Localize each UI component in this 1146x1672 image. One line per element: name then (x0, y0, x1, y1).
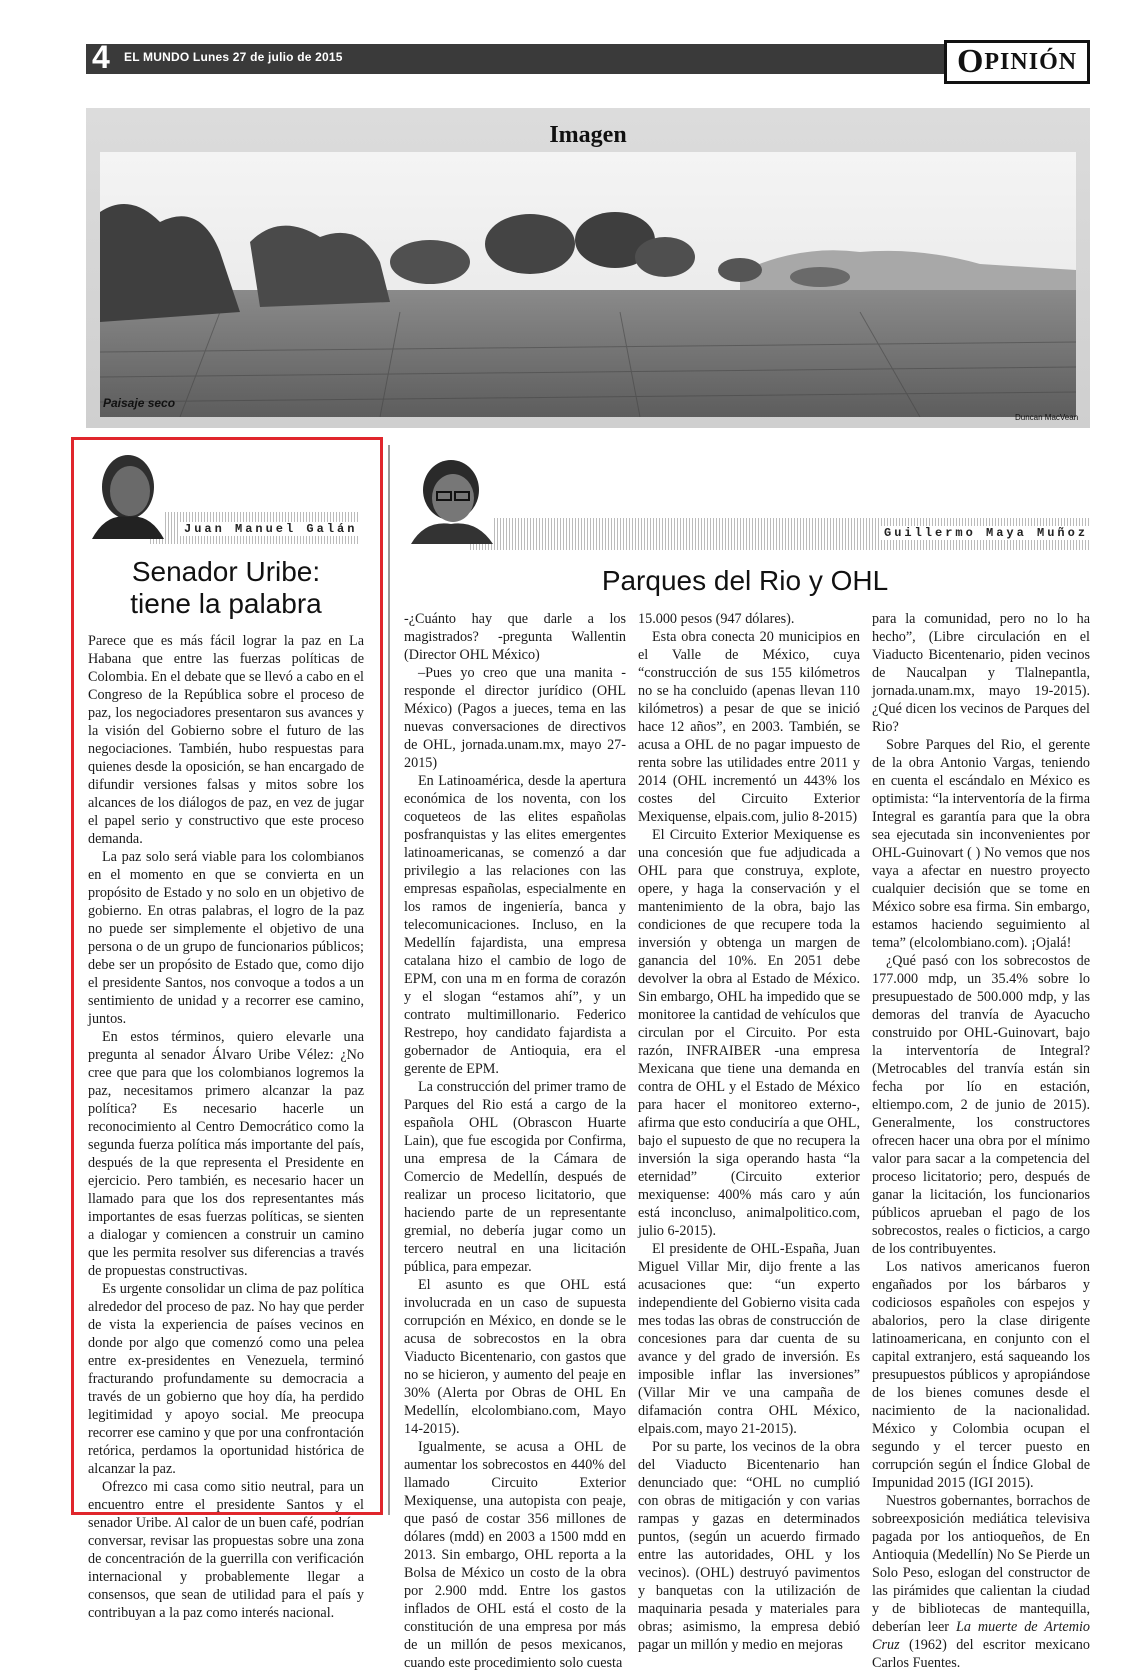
photo-caption: Paisaje seco (103, 396, 176, 410)
paragraph: La paz solo será viable para los colombianos en el momento en que se convierta en un propósito de Estado y no solo en un objetivo de gobierno. En otras palabras, el logro de la paz no puede ser simplemente el objetivo de una persona o de un grupo de funcionarios públicos; debe ser un propósito de Estado que, como dijo el presidente Santos, nos convoque a todos a un sentimiento de unidad y a recorrer ese camino, juntos. (88, 849, 364, 1027)
headline-right: Parques del Rio y OHL (601, 565, 889, 596)
paragraph-tail: (1962) del escritor mexicano Carlos Fuentes. (872, 1637, 1090, 1671)
paragraph: El presidente de OHL-España, Juan Miguel Villar Mir, dijo frente a las acusaciones que: “un experto independiente del Gobierno visita cada mes todas las obras de construcción de concesiones para dar cuenta de su avance y del grado de inversión. Es imposible inflar las inversiones” (Villar Mir ve una campaña de difamación contra OHL México, elpais.com, mayo 21-2015). (638, 1241, 860, 1437)
paragraph: 15.000 pesos (947 dólares). (638, 611, 795, 627)
article-right-col3 (872, 610, 1090, 1672)
paragraph (872, 1492, 1090, 1672)
article-right-col2 (638, 610, 860, 1654)
paragraph: Los nativos americanos fueron engañados por los bárbaros y codiciosos españoles con espejos y abalorios, pero la clase dirigente latinoamericana, en conjunto con el capital extranjero, está saqueando los presupuestos públicos y apropiándose de los bienes comunes desde el nacimiento de la nacionalidad. México y Colombia ocupan el segundo y el tercer puesto en corrupción según el Índice Global de Impunidad 2015 (IGI 2015). (872, 1259, 1090, 1491)
masthead: EL MUNDO Lunes 27 de julio de 2015 (124, 50, 343, 64)
photo-credit: Duncan MacVean (1015, 413, 1079, 422)
section-initial: O (956, 43, 985, 80)
article-left-body (88, 632, 364, 1622)
page-number: 4 (92, 39, 110, 75)
section-rest: PINIÓN (984, 48, 1078, 75)
paragraph: -¿Cuánto hay que darle a los magistrados? -pregunta Wallentin (Director OHL México) (404, 611, 626, 663)
section-label (944, 40, 1090, 84)
author-photo-maya (403, 452, 493, 544)
book-title: La muerte de Artemio Cruz (872, 1619, 1090, 1653)
image-title: Imagen (549, 122, 627, 148)
paragraph: Ofrezco mi casa como sitio neutral, para un encuentro entre el presidente Santos y el senador Uribe. Al calor de un buen café, podrían conversar, revisar las propuestas sobre una zona de concentración de la guerrilla con verificación internacional y probablemente llegar a consensos, que sean de utilidad para el país y contribuyan a la paz como interés nacional. (88, 1479, 364, 1621)
paragraph: Por su parte, los vecinos de la obra del Viaducto Bicentenario han denunciado que: “OHL no cumplió con obras de mitigación y con varias rampas y gazas en determinados puntos, (según un acuerdo firmado entre las autoridades, OHL y los vecinos). (OHL) destruyó pavimentos y banquetas con la utilización de maquinaria pesada y materiales para obras; asimismo, la empresa debió pagar un millón y medio en mejoras (638, 1439, 860, 1653)
paragraph: ¿Qué pasó con los sobrecostos de 177.000 mdp, un 35.4% sobre lo presupuestado de 500.000 mdp, y las demoras del tranvía de Ayacucho construido por OHL-Guinovart, bajo la interventoría de Integral? (Metrocables del tranvía están sin fecha por lío en estación, eltiempo.com, 2 de junio de 2015). Generalmente, los constructores ofrecen hacer una obra por el mínimo valor para sacar a la competencia del proceso licitatorio; pero, después de ganar la licitación, los funcionarios públicos aprueban el pago de los sobrecostos, reales o ficticios, a cargo de los contribuyentes. (872, 953, 1090, 1257)
paragraph: Sobre Parques del Rio, el gerente de la obra Antonio Vargas, teniendo en cuenta el escándalo en México es optimista: “la interventoría de la firma Integral es garantía para que la obra sea ejecutada sin inconvenientes por OHL-Guinovart ( ) No vemos que nos vaya a afectar en nuestro proyecto cualquier decisión que se tome en México sobre esa firma. Sin embargo, estamos haciendo seguimiento al tema” (elcolombiano.com). ¡Ojalá! (872, 737, 1090, 951)
paragraph-text: Nuestros gobernantes, borrachos de sobreexposición mediática televisiva pagada por los antioqueños, de En Antioquia (Medellín) No Se Pierde un Solo Peso, eslogan del constructor de las pirámides que calientan la ciudad y de bibliotecas de mantequilla, deberían leer (872, 1493, 1090, 1635)
paragraph: El Circuito Exterior Mexiquense es una concesión que fue adjudicada a OHL para que construya, explote, opere, y haga la conservación y el mantenimiento de la obra, bajo las condiciones de que recupere toda la inversión y obtenga un margen de ganancia del 10%. En 2051 debe devolver la obra al Estado de México. Sin embargo, OHL ha impedido que se monitoree la cantidad de vehículos que circulan por el Circuito. Por esta razón, INFRAIBER -una empresa Mexicana que tiene una demanda en contra de OHL y el Estado de México para hacer el monitoreo externo-, afirma que esto conduciría a que OHL, bajo el supuesto de que no recupera la inversión la siga operando hasta “la eternidad” (Circuito exterior mexiquense: 400% más caro y aún está inconcluso, animalpolitico.com, julio 6-2015). (638, 827, 860, 1239)
paragraph: Es urgente consolidar un clima de paz política alrededor del proceso de paz. No hay que perder de vista la experiencia de países vecinos en donde por algo que comenzó como una pelea entre ex-presidentes en Venezuela, terminó fracturando profundamente su democracia a través de un gobierno que hoy día, ha perdido legitimidad y apoyo social. Me preocupa recorrer ese camino y que por una confrontación retórica, perdamos la oportunidad histórica de alcanzar la paz. (88, 1281, 364, 1477)
headline-left (90, 556, 362, 620)
paragraph: –Pues yo creo que una manita -responde el director jurídico (OHL México) (Pagos a jueces, tema en las nuevas conversaciones de directivos de OHL, jornada.unam.mx, mayo 27-2015) (404, 665, 626, 771)
author-name-right: Guillermo Maya Muñoz (880, 526, 1092, 540)
paragraph: La construcción del primer tramo de Parques del Rio está a cargo de la española OHL (Obrascon Huarte Lain), que fue escogida por Confirma, una empresa de la Cámara de Comercio de Medellín, después de realizar un proceso licitatorio, que haciendo parte de un representante gremial, no debería jugar como un tercero neutral en una licitación pública, para empezar. (404, 1079, 626, 1275)
author-name-left: Juan Manuel Galán (180, 522, 361, 536)
paragraph: Esta obra conecta 20 municipios en el Valle de México, cuya “construcción de sus 155 kilómetros no se ha concluido (apenas llevan 110 kilómetros) a pesar de que se inició hace 12 años”, en 2003. También, se acusa a OHL de no pagar impuesto de renta sobre las utilidades entre 2011 y 2014 (OHL incrementó un 443% los costes del Circuito Exterior Mexiquense, elpais.com, julio 8-2015) (638, 629, 860, 825)
paragraph: Igualmente, se acusa a OHL de aumentar los sobrecostos en 440% del llamado Circuito Exterior Mexiquense, una autopista con peaje, que pasó de costar 356 millones de dólares (mdd) en 2003 a 1500 mdd en 2013. Sin embargo, OHL reporta a la Bolsa de México un costo de la obra por 2.900 mdd. Entre los gastos inflados de OHL está el costo de la constitución de una empresa por más de un millón de pesos mexicanos, cuando este procedimiento solo cuesta (404, 1439, 626, 1671)
landscape-photo (100, 152, 1076, 417)
headline-left-line2: tiene la palabra (130, 588, 322, 619)
paragraph: El asunto es que OHL está involucrada en un caso de supuesta corrupción en México, en donde se le acusa de sobrecostos en la obra Viaducto Bicentenario, con gastos que no se hicieron, y aumento del peaje en 30% (Alerta por Obras de OHL En Medellín, elcolombiano.com, Mayo 14-2015). (404, 1277, 626, 1437)
author-photo-galan (86, 447, 164, 539)
column-divider (388, 445, 390, 1515)
headline-left-line1: Senador Uribe: (131, 556, 321, 587)
paragraph: En Latinoamérica, desde la apertura económica de los noventa, con los coqueteos de las elites españolas posfranquistas y las elites emergentes latinoamericanas, se comenzó a dar privilegio a las relaciones con las empresas españolas, especialmente en los ramos de ingeniería, banca y telecomunicaciones. Incluso, en la Medellín fajardista, una empresa catalana hizo el cambio de logo de EPM, con una m en forma de corazón y el slogan “estamos ahí”, y un contrato multimillonario. Federico Restrepo, hoy candidato fajardista a gobernador de Antioquia, era el gerente de EPM. (404, 773, 626, 1077)
paragraph: para la comunidad, pero no lo ha hecho”, (Libre circulación en el Viaducto Bicentenario, piden vecinos de Naucalpan y Tlalnepantla, jornada.unam.mx, mayo 19-2015). ¿Qué dicen los vecinos de Parques del Rio? (872, 611, 1090, 735)
paragraph: Parece que es más fácil lograr la paz en La Habana que entre las fuerzas políticas de Colombia. En el debate que se llevó a cabo en el Congreso de la República sobre el proceso de paz, los negociadores presentaron sus avances y la visión del Gobierno sobre el futuro de las negociaciones. También, hubo respuestas para quienes desde la oposición, se han encargado de difundir versiones falsas y mitos sobre los alcances de los diálogos de paz, en vez de jugar el papel serio y constructivo que este proceso demanda. (88, 633, 364, 847)
article-right-col1 (404, 610, 626, 1672)
paragraph: En estos términos, quiero elevarle una pregunta al senador Álvaro Uribe Vélez: ¿No cree que para que los colombianos logremos la paz, necesitamos primero alcanzar la paz política? Es necesario hacerle un reconocimiento al Centro Democrático como la segunda fuerza política más importante del país, después de la que representa el Presidente en ejercicio. Pero también, es necesario hacer un llamado para que los dos representantes más importantes de esas fuerzas políticas, se sienten a dialogar y comiencen a construir un camino que les permita resolver sus diferencias a través de propuestas constructivas. (88, 1029, 364, 1279)
